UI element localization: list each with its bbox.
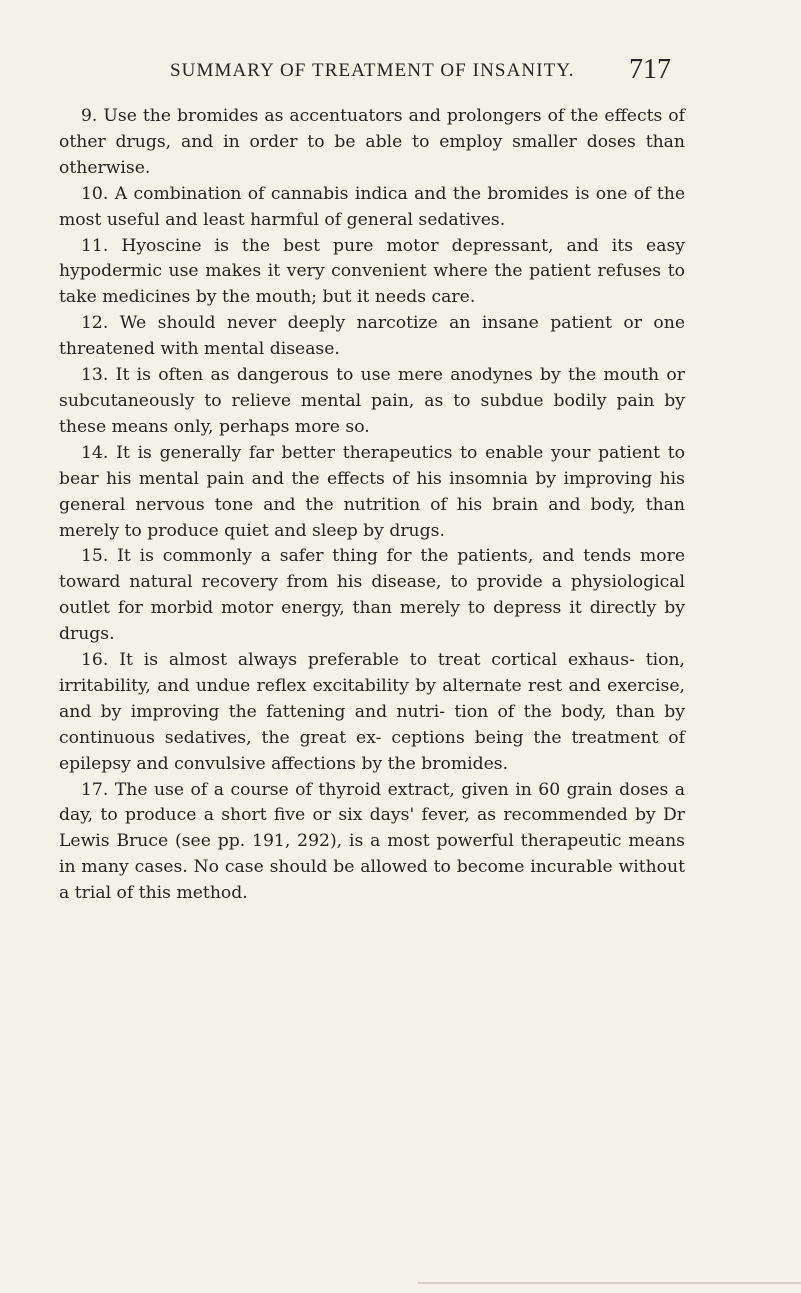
paragraph-number: 15. — [81, 546, 109, 567]
numbered-paragraph — [59, 648, 685, 778]
paragraph-text: It is commonly a safer thing for the patients, and tends more toward natural recovery from his disease, to provide a physiological outlet for morbid motor energy, than merely to depress it directly by drugs. — [59, 546, 685, 645]
paragraph-text: Use the bromides as accentuators and prolongers of the effects of other drugs, and in order to be able to employ smaller doses than otherwise. — [59, 106, 685, 178]
paragraph-number: 13. — [81, 365, 109, 386]
numbered-paragraph — [59, 363, 685, 441]
body-text — [59, 104, 685, 907]
running-title: SUMMARY OF TREATMENT OF INSANITY. — [170, 60, 575, 81]
page-number: 717 — [629, 54, 671, 85]
paragraph-text: It is often as dangerous to use mere anodynes by the mouth or subcutaneously to relieve mental pain, as to subdue bodily pain by these means only, perhaps more so. — [59, 365, 685, 437]
paragraph-text: It is almost always preferable to treat cortical exhaus- tion, irritability, and undue reflex excitability by alternate rest and exercise, and by improving the fattening and nutri- tion of the body, than by continuous sedatives, the great ex- ceptions being the treatment of epilepsy and convulsive affections by the bromides. — [59, 650, 685, 774]
paragraph-text: Hyoscine is the best pure motor depressant, and its easy hypodermic use makes it very convenient where the patient refuses to take medicines by the mouth; but it needs care. — [59, 235, 685, 308]
paragraph-text: The use of a course of thyroid extract, given in 60 grain doses a day, to produce a short five or six days' fever, as recommended by Dr Lewis Bruce (see pp. 191, 292), is a most powerful therapeutic means in many cases. No case should be allowed to become incurable without a trial of this method. — [59, 779, 685, 904]
running-header — [0, 54, 801, 88]
paragraph-number: 14. — [81, 442, 109, 463]
paragraph-text: We should never deeply narcotize an insane patient or one threatened with mental disease. — [59, 313, 686, 360]
paragraph-number: 17. — [81, 779, 109, 800]
numbered-paragraph — [59, 234, 685, 312]
paragraph-number: 12. — [81, 313, 109, 334]
numbered-paragraph — [59, 104, 685, 182]
paragraph-text: A combination of cannabis indica and the bromides is one of the most useful and least harmful of general sedatives. — [59, 183, 686, 230]
paragraph-number: 9. — [81, 106, 98, 126]
paragraph-number: 11. — [81, 235, 109, 256]
paragraph-number: 10. — [81, 183, 109, 204]
paragraph-number: 16. — [81, 650, 109, 671]
page-edge-divider — [418, 1282, 801, 1284]
numbered-paragraph — [59, 311, 685, 363]
paragraph-text: It is generally far better therapeutics to enable your patient to bear his mental pain and the effects of his insomnia by improving his general nervous tone and the nutrition of his brain and body, than merely to produce quiet and sleep by drugs. — [59, 442, 685, 541]
numbered-paragraph — [59, 544, 685, 648]
numbered-paragraph — [59, 441, 685, 545]
numbered-paragraph — [59, 778, 685, 908]
numbered-paragraph — [59, 182, 685, 234]
